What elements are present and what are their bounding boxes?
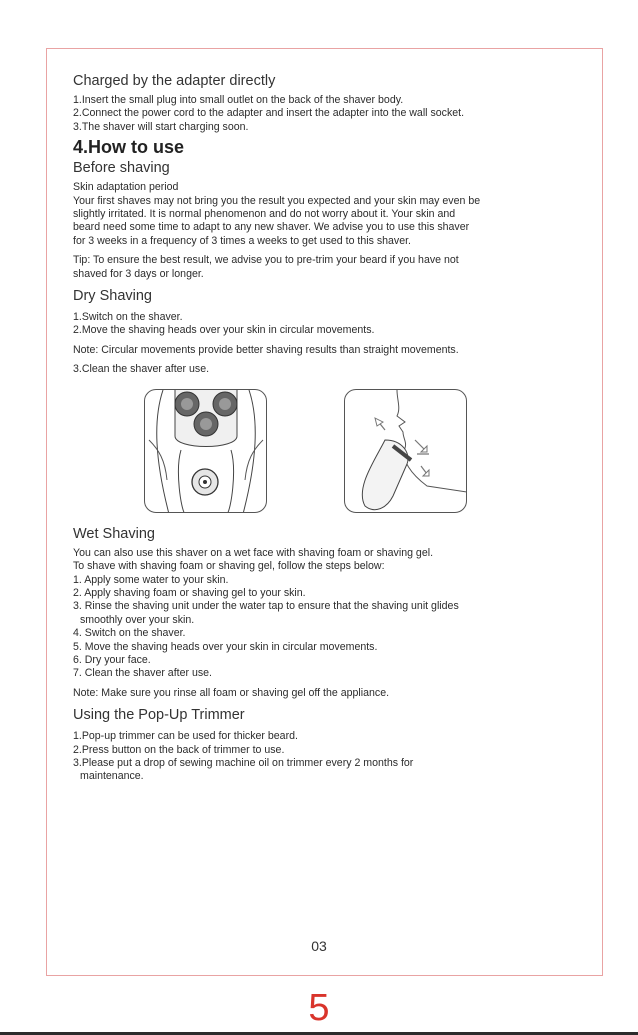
dry-shaving-heading: Dry Shaving xyxy=(73,288,152,305)
wet-shaving-step: smoothly over your skin. xyxy=(80,613,195,626)
manual-content xyxy=(73,72,588,784)
wet-shaving-intro: You can also use this shaver on a wet face with shaving foam or shaving gel. xyxy=(73,546,434,559)
tip-line: shaved for 3 days or longer. xyxy=(73,267,204,280)
dry-shaving-step: 3.Clean the shaver after use. xyxy=(73,363,210,376)
page-number: 03 xyxy=(311,938,327,954)
trimmer-step: 2.Press button on the back of trimmer to use. xyxy=(73,743,285,756)
skin-adaptation-subheading: Skin adaptation period xyxy=(73,181,179,194)
before-shaving-heading: Before shaving xyxy=(73,160,170,177)
before-shaving-line: Your first shaves may not bring you the result you expected and your skin may even be xyxy=(73,194,481,207)
sheet-number: 5 xyxy=(308,987,330,1029)
wet-shaving-step: 6. Dry your face. xyxy=(73,653,151,666)
face-shaving-drawing xyxy=(345,390,467,513)
wet-shaving-step: 2. Apply shaving foam or shaving gel to your skin. xyxy=(73,586,306,599)
how-to-use-heading: 4.How to use xyxy=(73,137,185,158)
trimmer-step: 3.Please put a drop of sewing machine oil on trimmer every 2 months for xyxy=(73,756,414,769)
wet-shaving-heading: Wet Shaving xyxy=(73,525,155,542)
dry-shaving-note: Note: Circular movements provide better shaving results than straight movements. xyxy=(73,343,459,356)
shaver-head-drawing xyxy=(145,390,267,513)
wet-shaving-intro: To shave with shaving foam or shaving gel, follow the steps below: xyxy=(73,560,385,573)
before-shaving-line: beard need some time to adapt to any new shaver. We advise you to use this shaver xyxy=(73,221,470,234)
wet-shaving-step: 3. Rinse the shaving unit under the water tap to ensure that the shaving unit glides xyxy=(73,600,459,613)
tip-line: Tip: To ensure the best result, we advise you to pre-trim your beard if you have not xyxy=(73,254,459,267)
charging-heading: Charged by the adapter directly xyxy=(73,73,276,89)
trimmer-step: 1.Pop-up trimmer can be used for thicker beard. xyxy=(73,730,298,743)
face-shaving-illustration xyxy=(344,389,467,513)
before-shaving-line: for 3 weeks in a frequency of 3 times a weeks to get used to this shaver. xyxy=(73,234,412,247)
trimmer-step: maintenance. xyxy=(80,770,144,783)
trimmer-heading: Using the Pop-Up Trimmer xyxy=(73,707,245,724)
wet-shaving-step: 7. Clean the shaver after use. xyxy=(73,667,212,680)
before-shaving-line: slightly irritated. It is normal phenomenon and do not worry about it. Your skin and xyxy=(73,208,456,221)
wet-shaving-step: 1. Apply some water to your skin. xyxy=(73,573,229,586)
wet-shaving-step: 4. Switch on the shaver. xyxy=(73,627,186,640)
charging-step: 3.The shaver will start charging soon. xyxy=(73,120,249,133)
shaver-head-illustration xyxy=(144,389,267,513)
wet-shaving-step: 5. Move the shaving heads over your skin in circular movements. xyxy=(73,640,378,653)
dry-shaving-step: 1.Switch on the shaver. xyxy=(73,311,183,324)
charging-step: 1.Insert the small plug into small outlet on the back of the shaver body. xyxy=(73,94,404,106)
wet-shaving-note: Note: Make sure you rinse all foam or shaving gel off the appliance. xyxy=(73,686,390,699)
charging-step: 2.Connect the power cord to the adapter and insert the adapter into the wall socket. xyxy=(73,107,465,120)
dry-shaving-step: 2.Move the shaving heads over your skin in circular movements. xyxy=(73,324,375,337)
